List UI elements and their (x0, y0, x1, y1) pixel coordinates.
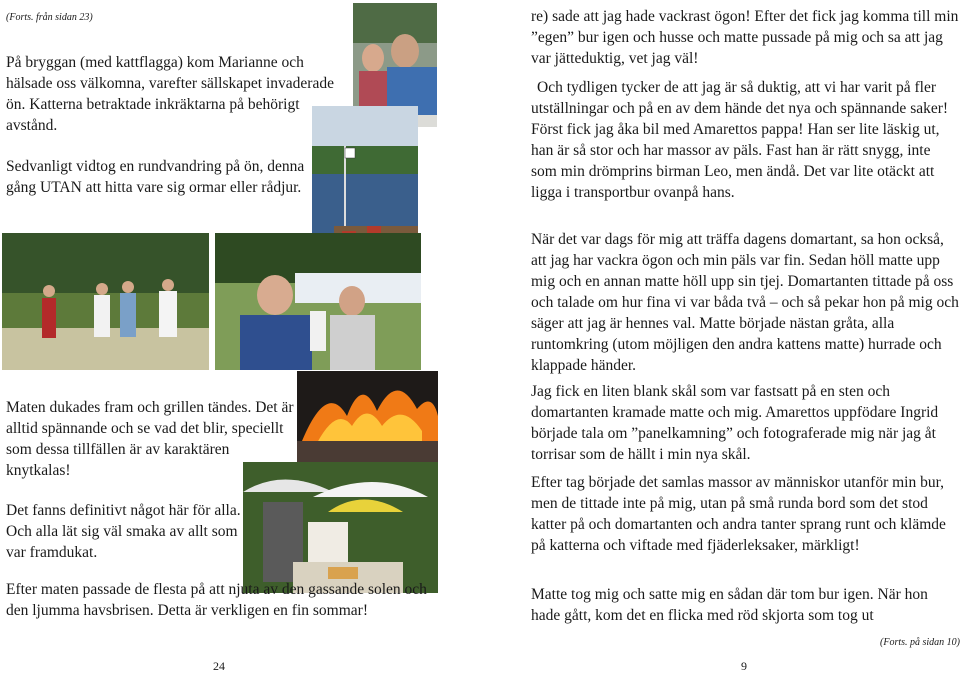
right-paragraph-4: Jag fick en liten blank skål som var fastsatt på en sten och domartanten kramade matte och mig. Amarettos uppfödare Ingrid började tala om ”panelkamning” och fotograferade mig när jag åt torrisar som de hällt i min nya skål. (531, 383, 939, 463)
photo-group-walking (2, 233, 209, 370)
photo-grill-fire (297, 371, 438, 463)
right-paragraph-1: re) sade att jag hade vackrast ögon! Efter det fick jag komma till min ”egen” bur igen och husse och matte pussade på mig och sa att jag var jätteduktig, vet jag väl! (531, 8, 959, 67)
photo-buffet-umbrellas (243, 462, 438, 593)
left-paragraph-1: På bryggan (med kattflagga) kom Marianne och hälsade oss välkomna, varefter sällskapet invaderade ön. Katterna betraktade inkräktarna på behörigt avstånd. (6, 54, 334, 134)
right-page-number: 9 (741, 659, 747, 673)
continued-from-note: (Forts. från sidan 23) (6, 12, 93, 23)
left-page-number: 24 (213, 659, 225, 673)
right-paragraph-3: När det var dags för mig att träffa dagens domartant, sa hon också, att jag har vackra ögon och min päls var fin. Sedan höll matte upp mig och en annan matte höll upp sin tjej. Domartanten tittade på oss och talade om hur fina vi var båda två – och så pekar hon på mig och säger att jag är hennes val. Matte började nästan gråta, alla runtomkring (utom möjligen den andra kattens matte) hurrade och klappade händer. (531, 231, 959, 374)
left-paragraph-2: Sedvanligt vidtog en rundvandring på ön, denna gång UTAN att hitta vare sig ormar eller rådjur. (6, 158, 305, 196)
left-paragraph-5: Efter maten passade de flesta på att njuta av den gassande solen och den ljumma havsbrisen. Detta är verkligen en fin sommar! (6, 581, 427, 619)
right-paragraph-6: Matte tog mig och satte mig en sådan där tom bur igen. När hon hade gått, kom det en flicka med röd skjorta som tog ut (531, 586, 928, 624)
left-paragraph-4: Det fanns definitivt något här för alla. Och alla lät sig väl smaka av allt som var framdukat. (6, 502, 241, 561)
photo-women-outdoors (215, 233, 421, 370)
left-paragraph-3: Maten dukades fram och grillen tändes. Det är alltid spännande och se vad det blir, speciellt som dessa tillfällen är av karaktären knytkalas! (6, 399, 294, 479)
right-paragraph-5: Efter tag började det samlas massor av människor utanför min bur, men de tittade inte på mig, utan på små runda bord som det stod katter på och domartanten och andra tanter sprang runt och klämde på katterna och viftade med fjäderleksaker, märkligt! (531, 474, 946, 554)
right-paragraph-2: Och tydligen tycker de att jag är så duktig, att vi har varit på fler utställningar och på en av dem hände det nya och spännande saker! Först fick jag åka bil med Amarettos pappa! Han ser lite läskig ut, han är så stor och har massor av päls. Fast han är rätt snygg, inte som min drömprins birman Leo, men ändå. Det var lite otäckt att ligga i transportbur ovanpå hans. (531, 79, 949, 201)
continued-on-note: (Forts. på sidan 10) (880, 637, 960, 648)
